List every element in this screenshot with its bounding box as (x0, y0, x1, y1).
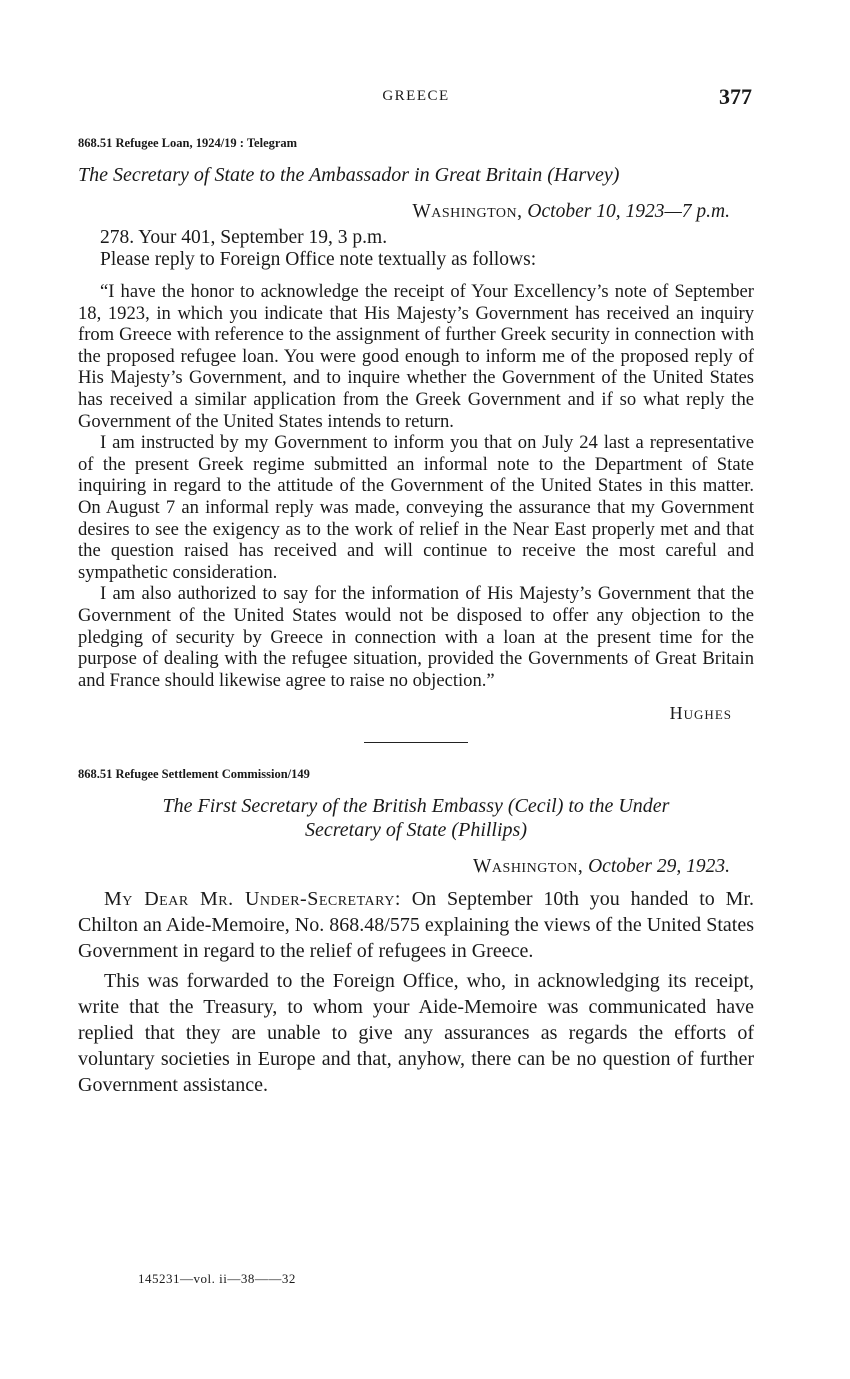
dateline-date: October 29, 1923. (588, 856, 730, 878)
dateline (78, 856, 754, 878)
page-header (78, 84, 754, 114)
section-divider (364, 742, 468, 743)
quoted-paragraph: I am also authorized to say for the information of His Majesty’s Government that the Government of the United States would not be disposed to offer any objection to the pledging of security by Greece in connection with a loan at the present time for the purpose of dealing with the refugee situation, provided the Governments of Great Britain and France should likewise agree to raise no objection.” (78, 583, 754, 691)
dateline-place: Washington, (473, 856, 584, 878)
dateline (78, 201, 754, 223)
letter-paragraph: This was forwarded to the Foreign Office, who, in acknowledging its receipt, write that the Treasury, to whom your Aide-Memoire was communicated have replied that they are unable to give any assurances as regards the efforts of voluntary societies in Europe and that, anyhow, there can be no question of further Government assistance. (78, 970, 754, 1097)
document-title: The Secretary of State to the Ambassador in Great Britain (Harvey) (78, 164, 620, 186)
quoted-paragraph: I am instructed by my Government to inform you that on July 24 last a representative of the present Greek regime submitted an informal note to the Department of State inquiring in regard to the attitude of the Government of the United States in this matter. On August 7 an informal reply was made, conveying the assurance that my Government desires to see the exigency as to the work of relief in the Near East properly met and that the question raised has received and will continue to receive the most careful and sympathetic consideration. (78, 432, 754, 583)
quoted-paragraph: “I have the honor to acknowledge the receipt of Your Excellency’s note of September 18, 1923, in which you indicate that His Majesty’s Government has received an inquiry from Greece with reference to the assignment of further Greek security in connection with the proposed refugee loan. You were good enough to inform me of the proposed reply of His Majesty’s Government, and to inquire whether the Government of the United States has received a similar application from the Greek Government and if so what reply the Government of the United States intends to return. (78, 281, 754, 432)
telegram-body (78, 227, 754, 271)
dateline-date: October 10, 1923—7 p.m. (527, 201, 730, 222)
dateline-place: Washington, (412, 201, 523, 222)
quoted-note (78, 281, 754, 691)
letter-text: On September 10th you handed to Mr. Chilton an Aide-Memoire, No. 868.48/575 explaining the views of the United States Government in regard to the relief of refugees in Greece. (78, 888, 754, 963)
letter-paragraph (78, 886, 754, 964)
document-title-line: The First Secretary of the British Embassy (Cecil) to the Under (162, 795, 670, 818)
letter-body (78, 886, 754, 1098)
document-title (78, 794, 754, 842)
print-code: 145231—vol. ii—38——32 (138, 1271, 296, 1286)
running-title: GREECE (382, 88, 450, 104)
file-reference: 868.51 Refugee Settlement Commission/149 (78, 767, 310, 782)
telegram-paragraph: 278. Your 401, September 19, 3 p.m. (100, 227, 388, 248)
page-number: 377 (719, 84, 752, 109)
document-title-line: Secretary of State (Phillips) (305, 819, 527, 842)
file-reference: 868.51 Refugee Loan, 1924/19 : Telegram (78, 136, 298, 150)
telegram-paragraph: Please reply to Foreign Office note textually as follows: (100, 249, 537, 270)
document-page (78, 84, 754, 1102)
salutation: My Dear Mr. Under-Secretary: (104, 888, 401, 911)
signature: Hughes (669, 703, 732, 724)
